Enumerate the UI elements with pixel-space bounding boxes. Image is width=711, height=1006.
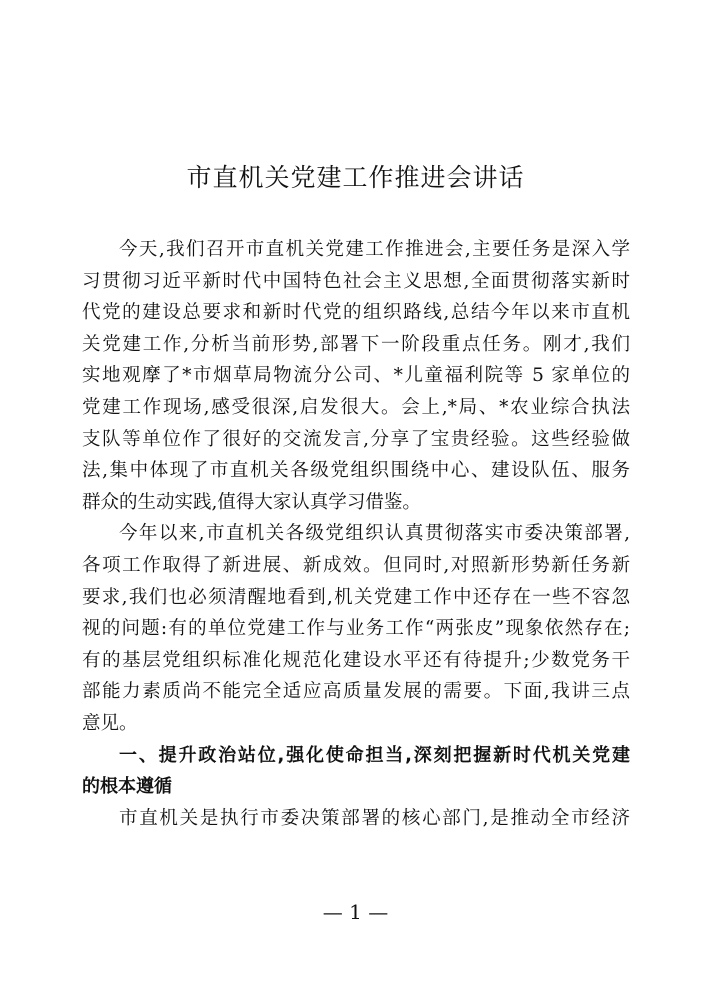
document-title: 市直机关党建工作推进会讲话 — [186, 163, 525, 192]
text-line: 党建工作现场,感受很深,启发很大。会上,*局、*农业综合执法 — [82, 396, 630, 418]
text-line: 实地观摩了*市烟草局物流分公司、*儿童福利院等 5 家单位的 — [82, 365, 630, 387]
text-line: 群众的生动实践,值得大家认真学习借鉴。 — [82, 491, 421, 513]
text-line: 视的问题:有的单位党建工作与业务工作“两张皮”现象依然存在; — [82, 618, 630, 640]
section-heading-line: 的根本遵循 — [82, 776, 172, 798]
text-line: 今年以来,市直机关各级党组织认真贯彻落实市委决策部署, — [119, 523, 630, 545]
text-line: 部能力素质尚不能完全适应高质量发展的需要。下面,我讲三点 — [82, 681, 630, 703]
text-line: 习贯彻习近平新时代中国特色社会主义思想,全面贯彻落实新时 — [82, 270, 630, 292]
text-line: 市直机关是执行市委决策部署的核心部门,是推动全市经济 — [119, 807, 630, 829]
text-line: 法,集中体现了市直机关各级党组织围绕中心、建设队伍、服务 — [82, 460, 630, 482]
document-body — [82, 234, 630, 834]
text-line: 代党的建设总要求和新时代党的组织路线,总结今年以来市直机 — [82, 302, 630, 324]
text-line: 要求,我们也必须清醒地看到,机关党建工作中还存在一些不容忽 — [82, 586, 630, 608]
text-line: 各项工作取得了新进展、新成效。但同时,对照新形势新任务新 — [82, 554, 630, 576]
page-number: — 1 — — [322, 900, 389, 924]
text-line: 意见。 — [82, 712, 138, 734]
text-line: 关党建工作,分析当前形势,部署下一阶段重点任务。刚才,我们 — [82, 333, 630, 355]
text-line: 支队等单位作了很好的交流发言,分享了宝贵经验。这些经验做 — [82, 428, 630, 450]
section-heading-line: 一、提升政治站位,强化使命担当,深刻把握新时代机关党建 — [119, 744, 630, 766]
text-line: 今天,我们召开市直机关党建工作推进会,主要任务是深入学 — [119, 239, 630, 260]
text-line: 有的基层党组织标准化规范化建设水平还有待提升;少数党务干 — [82, 649, 630, 671]
